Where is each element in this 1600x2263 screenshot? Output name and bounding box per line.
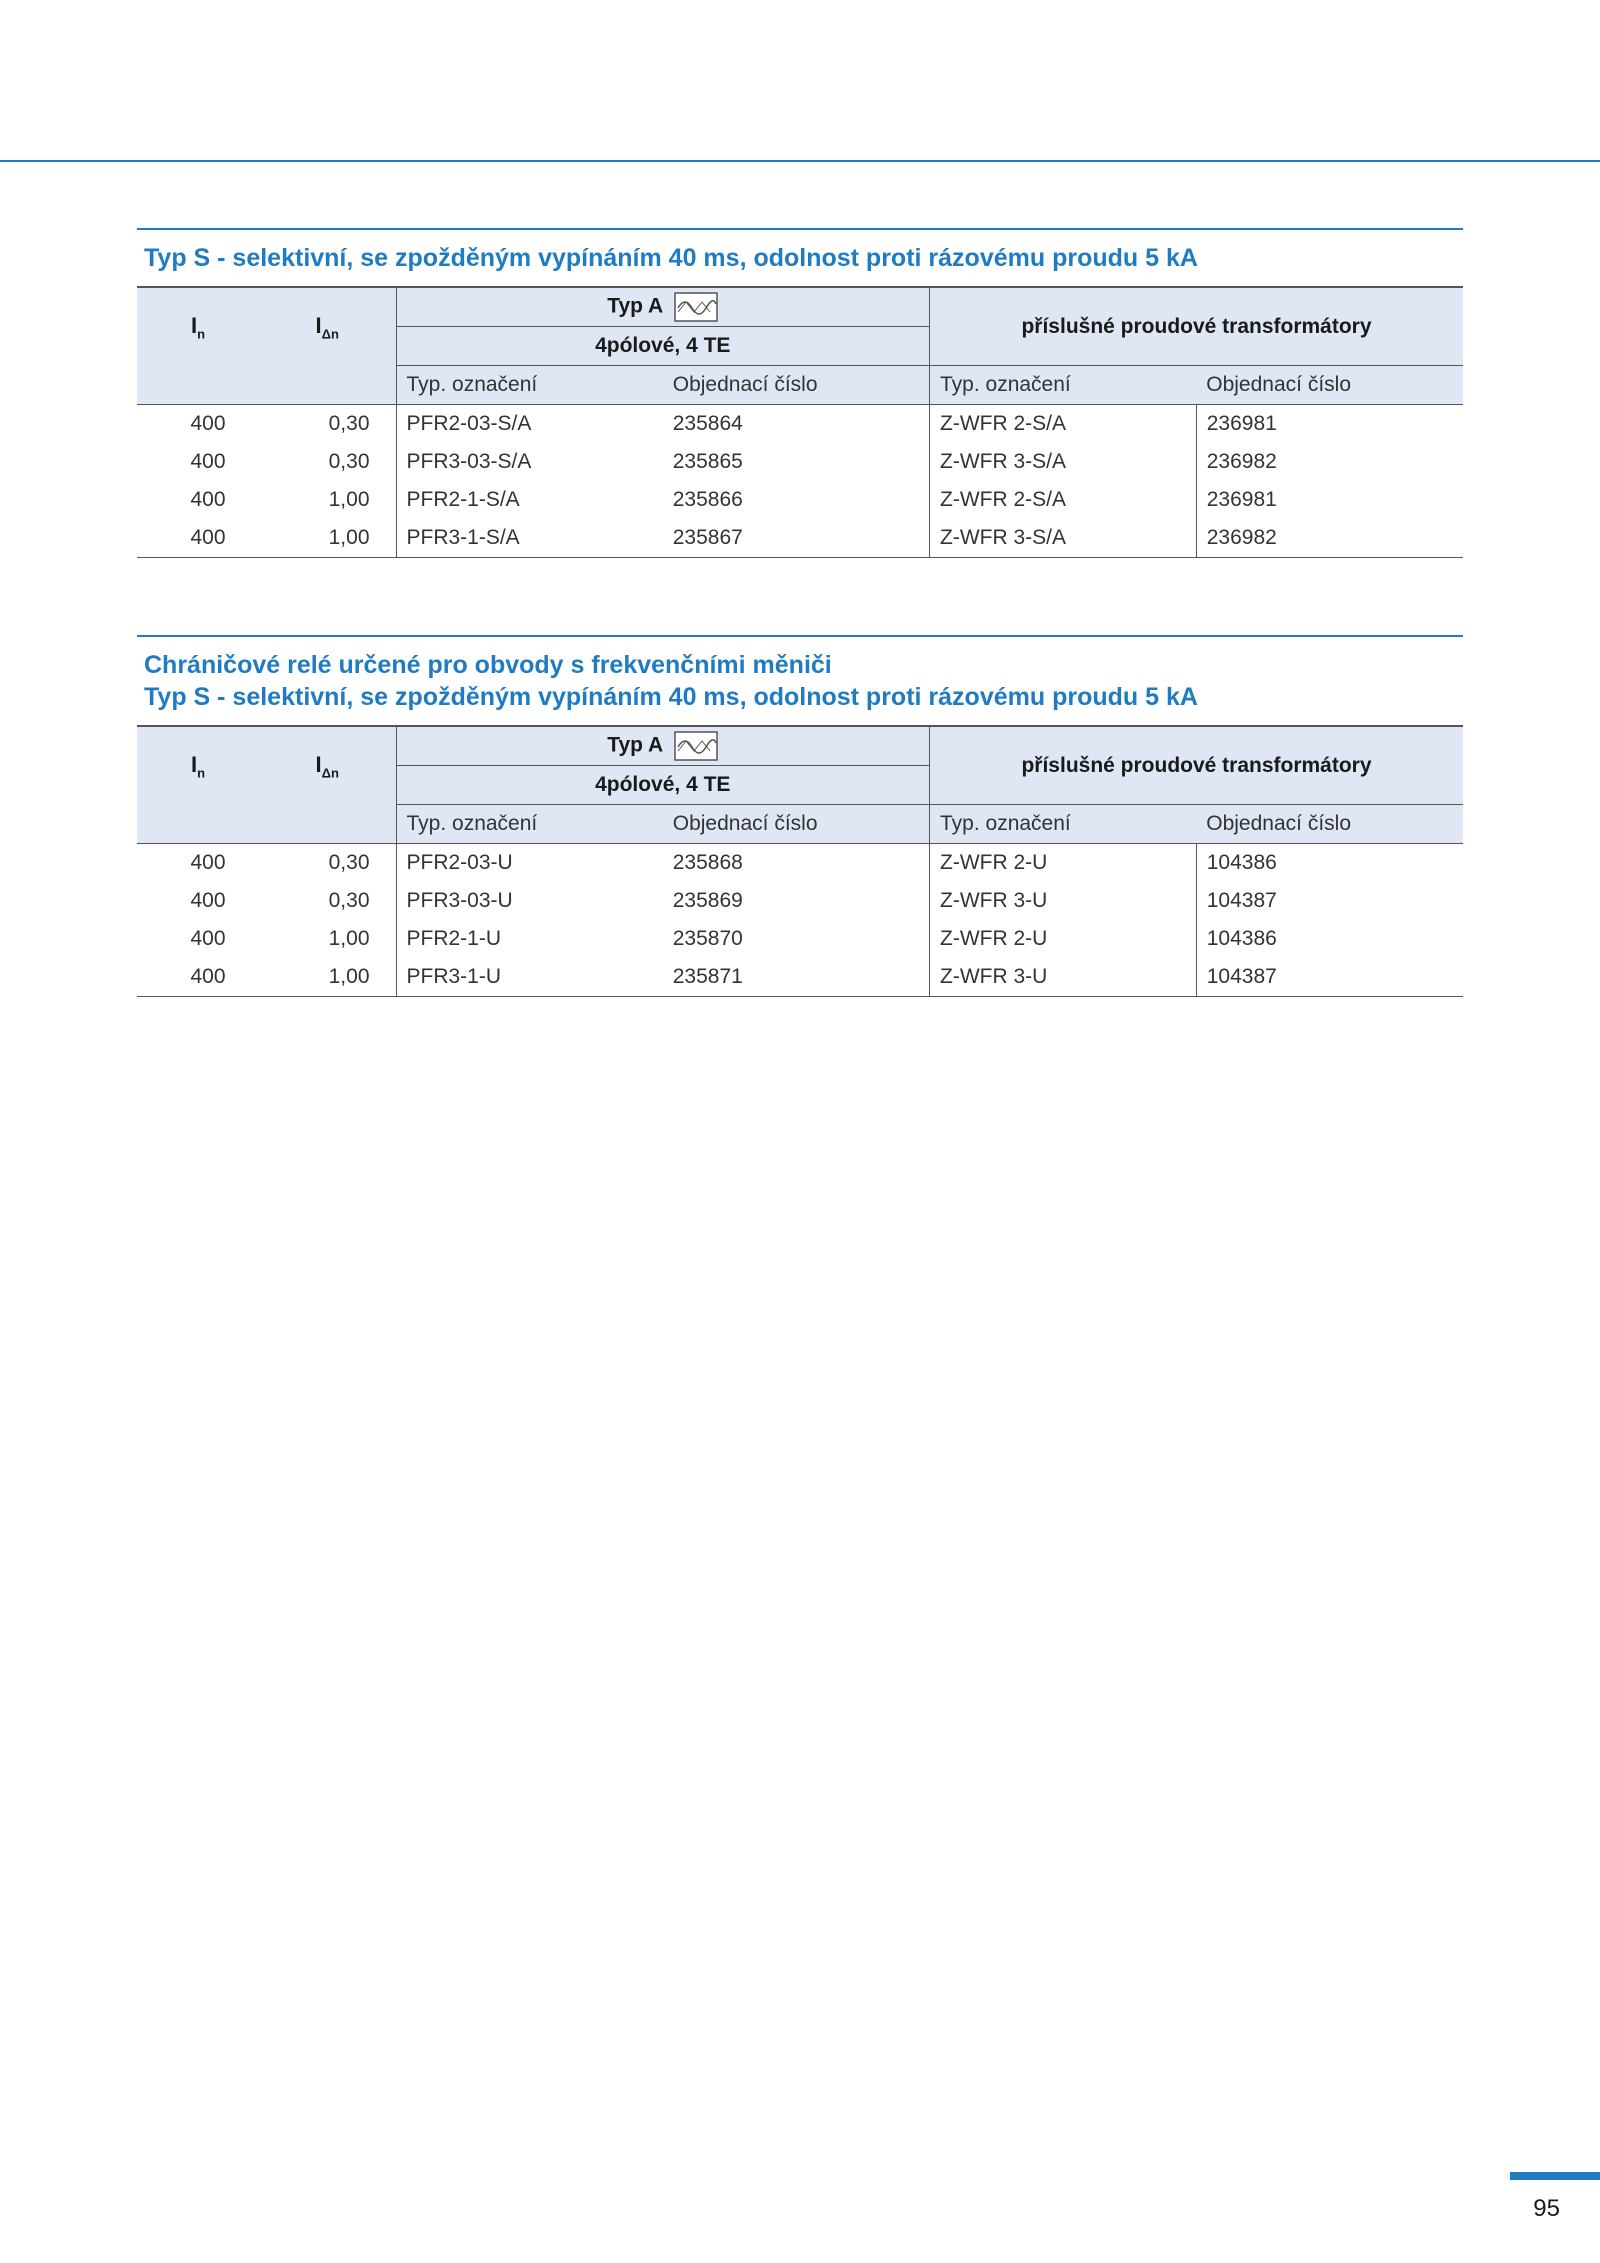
col-header-ct-type-code: Typ. označení xyxy=(930,366,1197,405)
page-number: 95 xyxy=(1533,2195,1560,2222)
table-row: 400 0,30 PFR3-03-S/A 235865 Z-WFR 3-S/A 236982 xyxy=(137,443,1463,481)
section-2 xyxy=(137,635,1463,997)
transformers-header: příslušné proudové transformátory xyxy=(930,287,1464,366)
table-row: 400 0,30 PFR2-03-U 235868 Z-WFR 2-U 104386 xyxy=(137,844,1463,883)
col-header-ct-order-no: Objednací číslo xyxy=(1196,805,1463,844)
table-row: 400 1,00 PFR2-1-U 235870 Z-WFR 2-U 104386 xyxy=(137,920,1463,958)
col-header-type-code: Typ. označení xyxy=(396,366,663,405)
col-header-order-no: Objednací číslo xyxy=(663,366,930,405)
table-row: 400 1,00 PFR3-1-S/A 235867 Z-WFR 3-S/A 236982 xyxy=(137,519,1463,558)
table-row: 400 0,30 PFR3-03-U 235869 Z-WFR 3-U 104387 xyxy=(137,882,1463,920)
col-header-ct-order-no: Objednací číslo xyxy=(1196,366,1463,405)
product-table-2 xyxy=(137,725,1463,997)
type-a-header: Typ A xyxy=(396,287,930,327)
section-rule xyxy=(137,228,1463,230)
poles-header: 4pólové, 4 TE xyxy=(396,766,930,805)
poles-header: 4pólové, 4 TE xyxy=(396,327,930,366)
top-rule xyxy=(0,160,1600,162)
col-header-in: $I_n$ xyxy=(137,726,259,805)
blank-cell xyxy=(259,366,396,405)
col-header-idn: $I_{\Delta n}$ xyxy=(259,287,396,366)
blank-cell xyxy=(259,805,396,844)
blank-cell xyxy=(137,366,259,405)
type-a-header: Typ A xyxy=(396,726,930,766)
section-title: Chráničové relé určené pro obvody s frekvenčními měniči xyxy=(144,651,832,679)
col-header-idn: $I_{\Delta n}$ xyxy=(259,726,396,805)
ac-pulsating-wave-icon xyxy=(674,292,718,322)
col-header-order-no: Objednací číslo xyxy=(663,805,930,844)
table-row: 400 0,30 PFR2-03-S/A 235864 Z-WFR 2-S/A 236981 xyxy=(137,405,1463,444)
section-rule xyxy=(137,635,1463,637)
col-header-ct-type-code: Typ. označení xyxy=(930,805,1197,844)
transformers-header: příslušné proudové transformátory xyxy=(930,726,1464,805)
section-1 xyxy=(137,228,1463,558)
col-header-in: $I_n$ xyxy=(137,287,259,366)
section-title: Typ S - selektivní, se zpožděným vypínáním 40 ms, odolnost proti rázovému proudu 5 kA xyxy=(144,244,1198,272)
section-subtitle: Typ S - selektivní, se zpožděným vypínáním 40 ms, odolnost proti rázovému proudu 5 kA xyxy=(144,683,1198,711)
table-row: 400 1,00 PFR2-1-S/A 235866 Z-WFR 2-S/A 236981 xyxy=(137,481,1463,519)
page-tab-marker xyxy=(1510,2172,1600,2180)
blank-cell xyxy=(137,805,259,844)
table-row: 400 1,00 PFR3-1-U 235871 Z-WFR 3-U 104387 xyxy=(137,958,1463,997)
col-header-type-code: Typ. označení xyxy=(396,805,663,844)
ac-pulsating-wave-icon xyxy=(674,731,718,761)
product-table-1 xyxy=(137,286,1463,558)
